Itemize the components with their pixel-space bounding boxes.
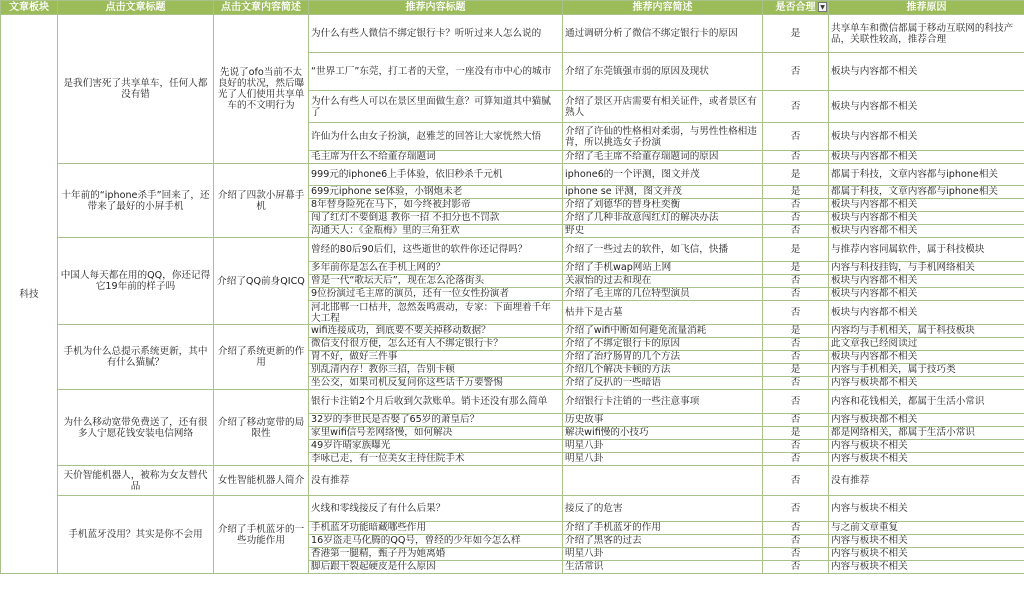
rec-summary-cell: 介绍了景区开店需要有相关证件，或者景区有熟人 [563, 91, 763, 123]
reason-cell: 内容和花钱相关，都属于生活小常识 [829, 390, 1024, 414]
rec-title-cell: 没有推荐 [309, 466, 563, 496]
reason-cell: 板块与内容都不相关 [829, 275, 1024, 288]
header-row [1, 1, 1024, 15]
rec-title-cell: 沟通天人：《金瓶梅》里的三角狂欢 [309, 225, 563, 238]
rec-title-cell: 火线和零线接反了有什么后果？ [309, 496, 563, 522]
reasonable-cell: 否 [763, 522, 829, 535]
rec-title-cell: 8年替身险死在马下，如今终被封影帝 [309, 199, 563, 212]
reason-cell: 板块与内容都不相关 [829, 225, 1024, 238]
header-rec-title: 推荐内容标题 [309, 1, 563, 15]
rec-summary-cell: 解决wifi慢的小技巧 [563, 427, 763, 440]
rec-title-cell: 银行卡注销2个月后收到欠款账单。销卡还没有那么简单 [309, 390, 563, 414]
table-row [1, 325, 1024, 338]
rec-summary-cell [563, 466, 763, 496]
reason-cell: 此文章我已经阅读过 [829, 338, 1024, 351]
clicked-title-cell: 十年前的“iphone杀手”回来了，还带来了最好的小屏手机 [58, 164, 214, 238]
reason-cell: 共享单车和微信都属于移动互联网的科技产品，关联性较高，推荐合理 [829, 15, 1024, 53]
reasonable-cell: 否 [763, 225, 829, 238]
rec-summary-cell: 介绍了刘德华的替身杜奕衡 [563, 199, 763, 212]
table-row [1, 496, 1024, 522]
section-cell: 科技 [1, 15, 58, 574]
reasonable-cell: 否 [763, 496, 829, 522]
rec-summary-cell: 介绍了反扒的一些暗语 [563, 377, 763, 390]
rec-summary-cell: 介绍了许仙的性格相对柔弱，与男性性格相违背，所以挑选女子扮演 [563, 123, 763, 151]
rec-summary-cell: 介绍了毛主席的几位特型演员 [563, 288, 763, 301]
rec-title-cell: 9位扮演过毛主席的演员，还有一位女性扮演者 [309, 288, 563, 301]
reasonable-cell: 否 [763, 212, 829, 225]
rec-title-cell: 49岁许晴家族曝光 [309, 440, 563, 453]
reason-cell: 内容与板块不相关 [829, 453, 1024, 466]
reason-cell: 板块与内容都不相关 [829, 301, 1024, 325]
reasonable-cell: 否 [763, 275, 829, 288]
clicked-summary-cell: 介绍了四款小屏幕手机 [214, 164, 309, 238]
reasonable-cell: 否 [763, 123, 829, 151]
reasonable-cell: 否 [763, 151, 829, 164]
rec-title-cell: 699元iphone se体验，小钢炮未老 [309, 186, 563, 199]
rec-summary-cell: 介绍了黑客的过去 [563, 535, 763, 548]
rec-title-cell: 家里wifi信号差网络慢，如何解决 [309, 427, 563, 440]
rec-summary-cell: 明星八卦 [563, 440, 763, 453]
clicked-summary-cell: 女性智能机器人简介 [214, 466, 309, 496]
reasonable-cell: 否 [763, 199, 829, 212]
reasonable-cell: 否 [763, 548, 829, 561]
reasonable-cell: 否 [763, 338, 829, 351]
rec-summary-cell: iphone6的一个评测，图文并茂 [563, 164, 763, 186]
reason-cell: 内容与科技挂钩，与手机网络相关 [829, 262, 1024, 275]
rec-summary-cell: 接反了的危害 [563, 496, 763, 522]
reason-cell: 没有推荐 [829, 466, 1024, 496]
reasonable-cell: 否 [763, 414, 829, 427]
rec-title-cell: 微信支付很方便，怎么还有人不绑定银行卡？ [309, 338, 563, 351]
rec-summary-cell: 介绍银行卡注销的一些注意事项 [563, 390, 763, 414]
rec-title-cell: wifi连接成功，到底要不要关掉移动数据？ [309, 325, 563, 338]
rec-title-cell: 胃不好，做好三件事 [309, 351, 563, 364]
table-row [1, 15, 1024, 53]
reasonable-cell: 否 [763, 561, 829, 574]
rec-title-cell: “世界工厂”东莞，打工者的天堂，一座没有市中心的城市 [309, 53, 563, 91]
rec-title-cell: 别乱清内存！教你三招，告别卡顿 [309, 364, 563, 377]
clicked-title-cell: 手机蓝牙没用？其实是你不会用 [58, 496, 214, 574]
clicked-summary-cell: 介绍了QQ前身QICQ [214, 238, 309, 325]
reason-cell: 板块与内容都不相关 [829, 351, 1024, 364]
reasonable-cell: 是 [763, 325, 829, 338]
reason-cell: 板块与内容都不相关 [829, 199, 1024, 212]
clicked-title-cell: 手机为什么总提示系统更新，其中有什么猫腻？ [58, 325, 214, 390]
rec-title-cell: 多年前你是怎么在手机上网的？ [309, 262, 563, 275]
rec-summary-cell: 介绍了东莞镇强市弱的原因及现状 [563, 53, 763, 91]
rec-summary-cell: 枯井下是古墓 [563, 301, 763, 325]
reason-cell: 板块与内容都不相关 [829, 212, 1024, 225]
clicked-title-cell: 为什么移动宽带免费送了，还有很多人宁愿花钱安装电信网络 [58, 390, 214, 466]
clicked-summary-cell: 介绍了移动宽带的局限性 [214, 390, 309, 466]
rec-summary-cell: 介绍了治疗肠胃的几个方法 [563, 351, 763, 364]
rec-title-cell: 许仙为什么由女子扮演，赵雅芝的回答让大家恍然大悟 [309, 123, 563, 151]
rec-summary-cell: 关淑怡的过去和现在 [563, 275, 763, 288]
clicked-title-cell: 中国人每天都在用的QQ，你还记得它19年前的样子吗 [58, 238, 214, 325]
rec-title-cell: 毛主席为什么不给董存瑞题词 [309, 151, 563, 164]
table-row [1, 164, 1024, 186]
clicked-summary-cell: 介绍了手机蓝牙的一些功能作用 [214, 496, 309, 574]
reason-cell: 内容与板块不相关 [829, 496, 1024, 522]
header-section: 文章板块 [1, 1, 58, 15]
header-reason: 推荐原因 [829, 1, 1024, 15]
reasonable-cell: 否 [763, 288, 829, 301]
reason-cell: 都属于科技，文章内容都与iphone相关 [829, 164, 1024, 186]
rec-summary-cell: 介绍了不绑定银行卡的原因 [563, 338, 763, 351]
reason-cell: 板块与内容都不相关 [829, 151, 1024, 164]
rec-title-cell: 为什么有些人可以在景区里面做生意？可算知道其中猫腻了 [309, 91, 563, 123]
rec-summary-cell: 介绍了一些过去的软件，如飞信，快播 [563, 238, 763, 262]
reasonable-cell: 否 [763, 351, 829, 364]
rec-title-cell: 手机蓝牙功能暗藏哪些作用 [309, 522, 563, 535]
filter-dropdown-icon[interactable]: ▼ [818, 2, 827, 12]
reason-cell: 内容与板块不相关 [829, 535, 1024, 548]
reason-cell: 板块与内容都不相关 [829, 123, 1024, 151]
clicked-summary-cell: 先说了ofo当前不太良好的状况，然后曝光了人们使用共享单车的不文明行为 [214, 15, 309, 164]
rec-title-cell: 李咏已走，有一位美女主持住院手术 [309, 453, 563, 466]
reasonable-cell: 是 [763, 427, 829, 440]
header-rec-summary: 推荐内容简述 [563, 1, 763, 15]
rec-summary-cell: 生活常识 [563, 561, 763, 574]
rec-title-cell: 32岁的李世民是否娶了65岁的萧皇后？ [309, 414, 563, 427]
reasonable-cell: 否 [763, 535, 829, 548]
reasonable-cell: 否 [763, 91, 829, 123]
reasonable-cell: 是 [763, 15, 829, 53]
rec-title-cell: 曾经的80后90后们，这些逝世的软件你还记得吗？ [309, 238, 563, 262]
rec-title-cell: 为什么有些人微信不绑定银行卡？听听过来人怎么说的 [309, 15, 563, 53]
reasonable-cell: 否 [763, 453, 829, 466]
rec-summary-cell: 介绍几个解决卡顿的方法 [563, 364, 763, 377]
reason-cell: 内容与板块都不相关 [829, 377, 1024, 390]
rec-summary-cell: 介绍了手机wap网站上网 [563, 262, 763, 275]
reasonable-cell: 否 [763, 440, 829, 453]
rec-summary-cell: 介绍了wifi中断如何避免流量消耗 [563, 325, 763, 338]
reasonable-cell: 是 [763, 364, 829, 377]
rec-summary-cell: 介绍了毛主席不给董存瑞题词的原因 [563, 151, 763, 164]
reasonable-cell: 是 [763, 262, 829, 275]
rec-title-cell: 曾是一代“歌坛天后”，现在怎么沦落街头 [309, 275, 563, 288]
reasonable-cell: 否 [763, 466, 829, 496]
rec-title-cell: 16岁盗走马化腾的QQ号，曾经的少年如今怎么样 [309, 535, 563, 548]
table-row [1, 238, 1024, 262]
rec-summary-cell: 介绍了几种非故意闯红灯的解决办法 [563, 212, 763, 225]
reason-cell: 内容与板块不相关 [829, 440, 1024, 453]
reason-cell: 内容均与手机相关，属于科技板块 [829, 325, 1024, 338]
rec-summary-cell: 历史故事 [563, 414, 763, 427]
rec-title-cell: 闯了红灯不要倒退 教你一招 不扣分也不罚款 [309, 212, 563, 225]
reason-cell: 与之前文章重复 [829, 522, 1024, 535]
reasonable-cell: 否 [763, 377, 829, 390]
rec-summary-cell: 明星八卦 [563, 453, 763, 466]
rec-summary-cell: 介绍了手机蓝牙的作用 [563, 522, 763, 535]
rec-title-cell: 香港第一腿精，甄子丹为她离婚 [309, 548, 563, 561]
reason-cell: 板块与内容都不相关 [829, 288, 1024, 301]
clicked-title-cell: 是我们害死了共享单车，任何人都没有错 [58, 15, 214, 164]
clicked-title-cell: 天价智能机器人，被称为女友替代品 [58, 466, 214, 496]
reasonable-cell: 否 [763, 390, 829, 414]
reasonable-cell: 是 [763, 238, 829, 262]
reason-cell: 都是网络相关，都属于生活小常识 [829, 427, 1024, 440]
header-clicked-summary: 点击文章内容简述 [214, 1, 309, 15]
rec-title-cell: 河北邯郸一口枯井，忽然轰鸣震动，专家：下面埋着千年大工程 [309, 301, 563, 325]
clicked-summary-cell: 介绍了系统更新的作用 [214, 325, 309, 390]
reason-cell: 板块与内容都不相关 [829, 53, 1024, 91]
rec-title-cell: 999元的iphone6上手体验，依旧秒杀千元机 [309, 164, 563, 186]
rec-title-cell: 坐公交，如果司机反复问你这些话千万要警惕 [309, 377, 563, 390]
rec-summary-cell: iphone se 评测，图文并茂 [563, 186, 763, 199]
reasonable-cell: 是 [763, 164, 829, 186]
rec-summary-cell: 通过调研分析了微信不绑定银行卡的原因 [563, 15, 763, 53]
table-row [1, 390, 1024, 414]
reason-cell: 内容与板块都不相关 [829, 414, 1024, 427]
header-clicked-title: 点击文章标题 [58, 1, 214, 15]
reason-cell: 内容与板块不相关 [829, 561, 1024, 574]
reason-cell: 板块与内容都不相关 [829, 91, 1024, 123]
rec-summary-cell: 野史 [563, 225, 763, 238]
reasonable-cell: 是 [763, 186, 829, 199]
header-reasonable-label: 是否合理 [775, 1, 816, 13]
reason-cell: 与推荐内容同属软件，属于科技模块 [829, 238, 1024, 262]
reason-cell: 都属于科技，文章内容都与iphone相关 [829, 186, 1024, 199]
header-reasonable [763, 1, 829, 15]
reason-cell: 内容与板块不相关 [829, 548, 1024, 561]
reasonable-cell: 否 [763, 53, 829, 91]
rec-title-cell: 脚后跟干裂起硬皮是什么原因 [309, 561, 563, 574]
table-row [1, 466, 1024, 496]
reason-cell: 内容与手机相关，属于技巧类 [829, 364, 1024, 377]
reasonable-cell: 否 [763, 301, 829, 325]
rec-summary-cell: 明星八卦 [563, 548, 763, 561]
